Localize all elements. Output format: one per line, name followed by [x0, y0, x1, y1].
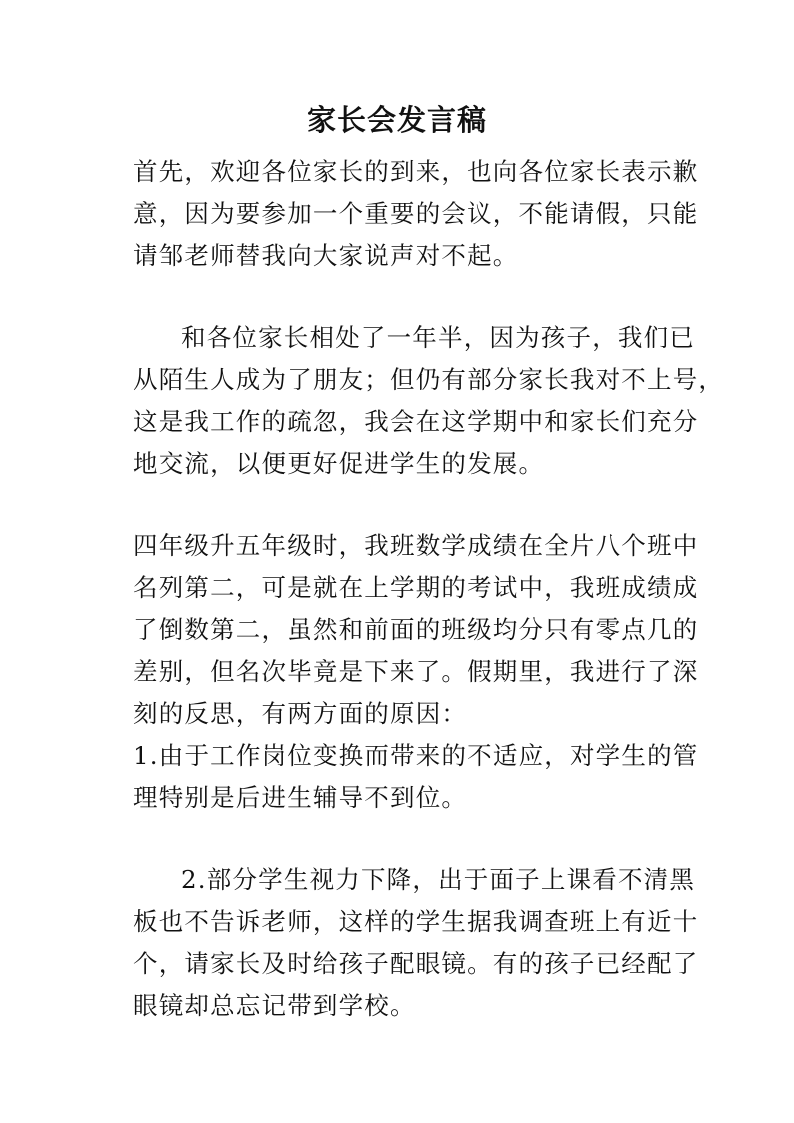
text-line: 个，请家长及时给孩子配眼镜。有的孩子已经配了	[133, 949, 699, 978]
text-line: 和各位家长相处了一年半，因为孩子，我们已	[181, 323, 695, 352]
text-line: 理特别是后进生辅导不到位。	[133, 783, 468, 812]
text-line: 2.部分学生视力下降，出于面子上课看不清黑	[181, 865, 696, 894]
text-line: 请邹老师替我向大家说声对不起。	[133, 241, 519, 270]
text-line: 了倒数第二，虽然和前面的班级均分只有零点几的	[133, 615, 699, 644]
document-title: 家长会发言稿	[306, 103, 487, 137]
text-line: 地交流，以便更好促进学生的发展。	[133, 449, 545, 478]
text-line: 名列第二，可是就在上学期的考试中，我班成绩成	[133, 573, 699, 602]
text-line: 板也不告诉老师，这样的学生据我调查班上有近十	[133, 907, 699, 936]
text-line: 这是我工作的疏忽，我会在这学期中和家长们充分	[133, 407, 699, 436]
text-line: 眼镜却总忘记带到学校。	[133, 991, 416, 1020]
text-line: 1.由于工作岗位变换而带来的不适应，对学生的管	[133, 741, 699, 770]
text-line: 从陌生人成为了朋友；但仍有部分家长我对不上号，	[133, 365, 725, 394]
text-line: 四年级升五年级时，我班数学成绩在全片八个班中	[133, 531, 699, 560]
text-line: 差别，但名次毕竟是下来了。假期里，我进行了深	[133, 657, 699, 686]
text-line: 首先，欢迎各位家长的到来，也向各位家长表示歉	[133, 157, 699, 186]
text-line: 刻的反思，有两方面的原因：	[133, 699, 468, 728]
text-line: 意，因为要参加一个重要的会议，不能请假，只能	[133, 199, 699, 228]
